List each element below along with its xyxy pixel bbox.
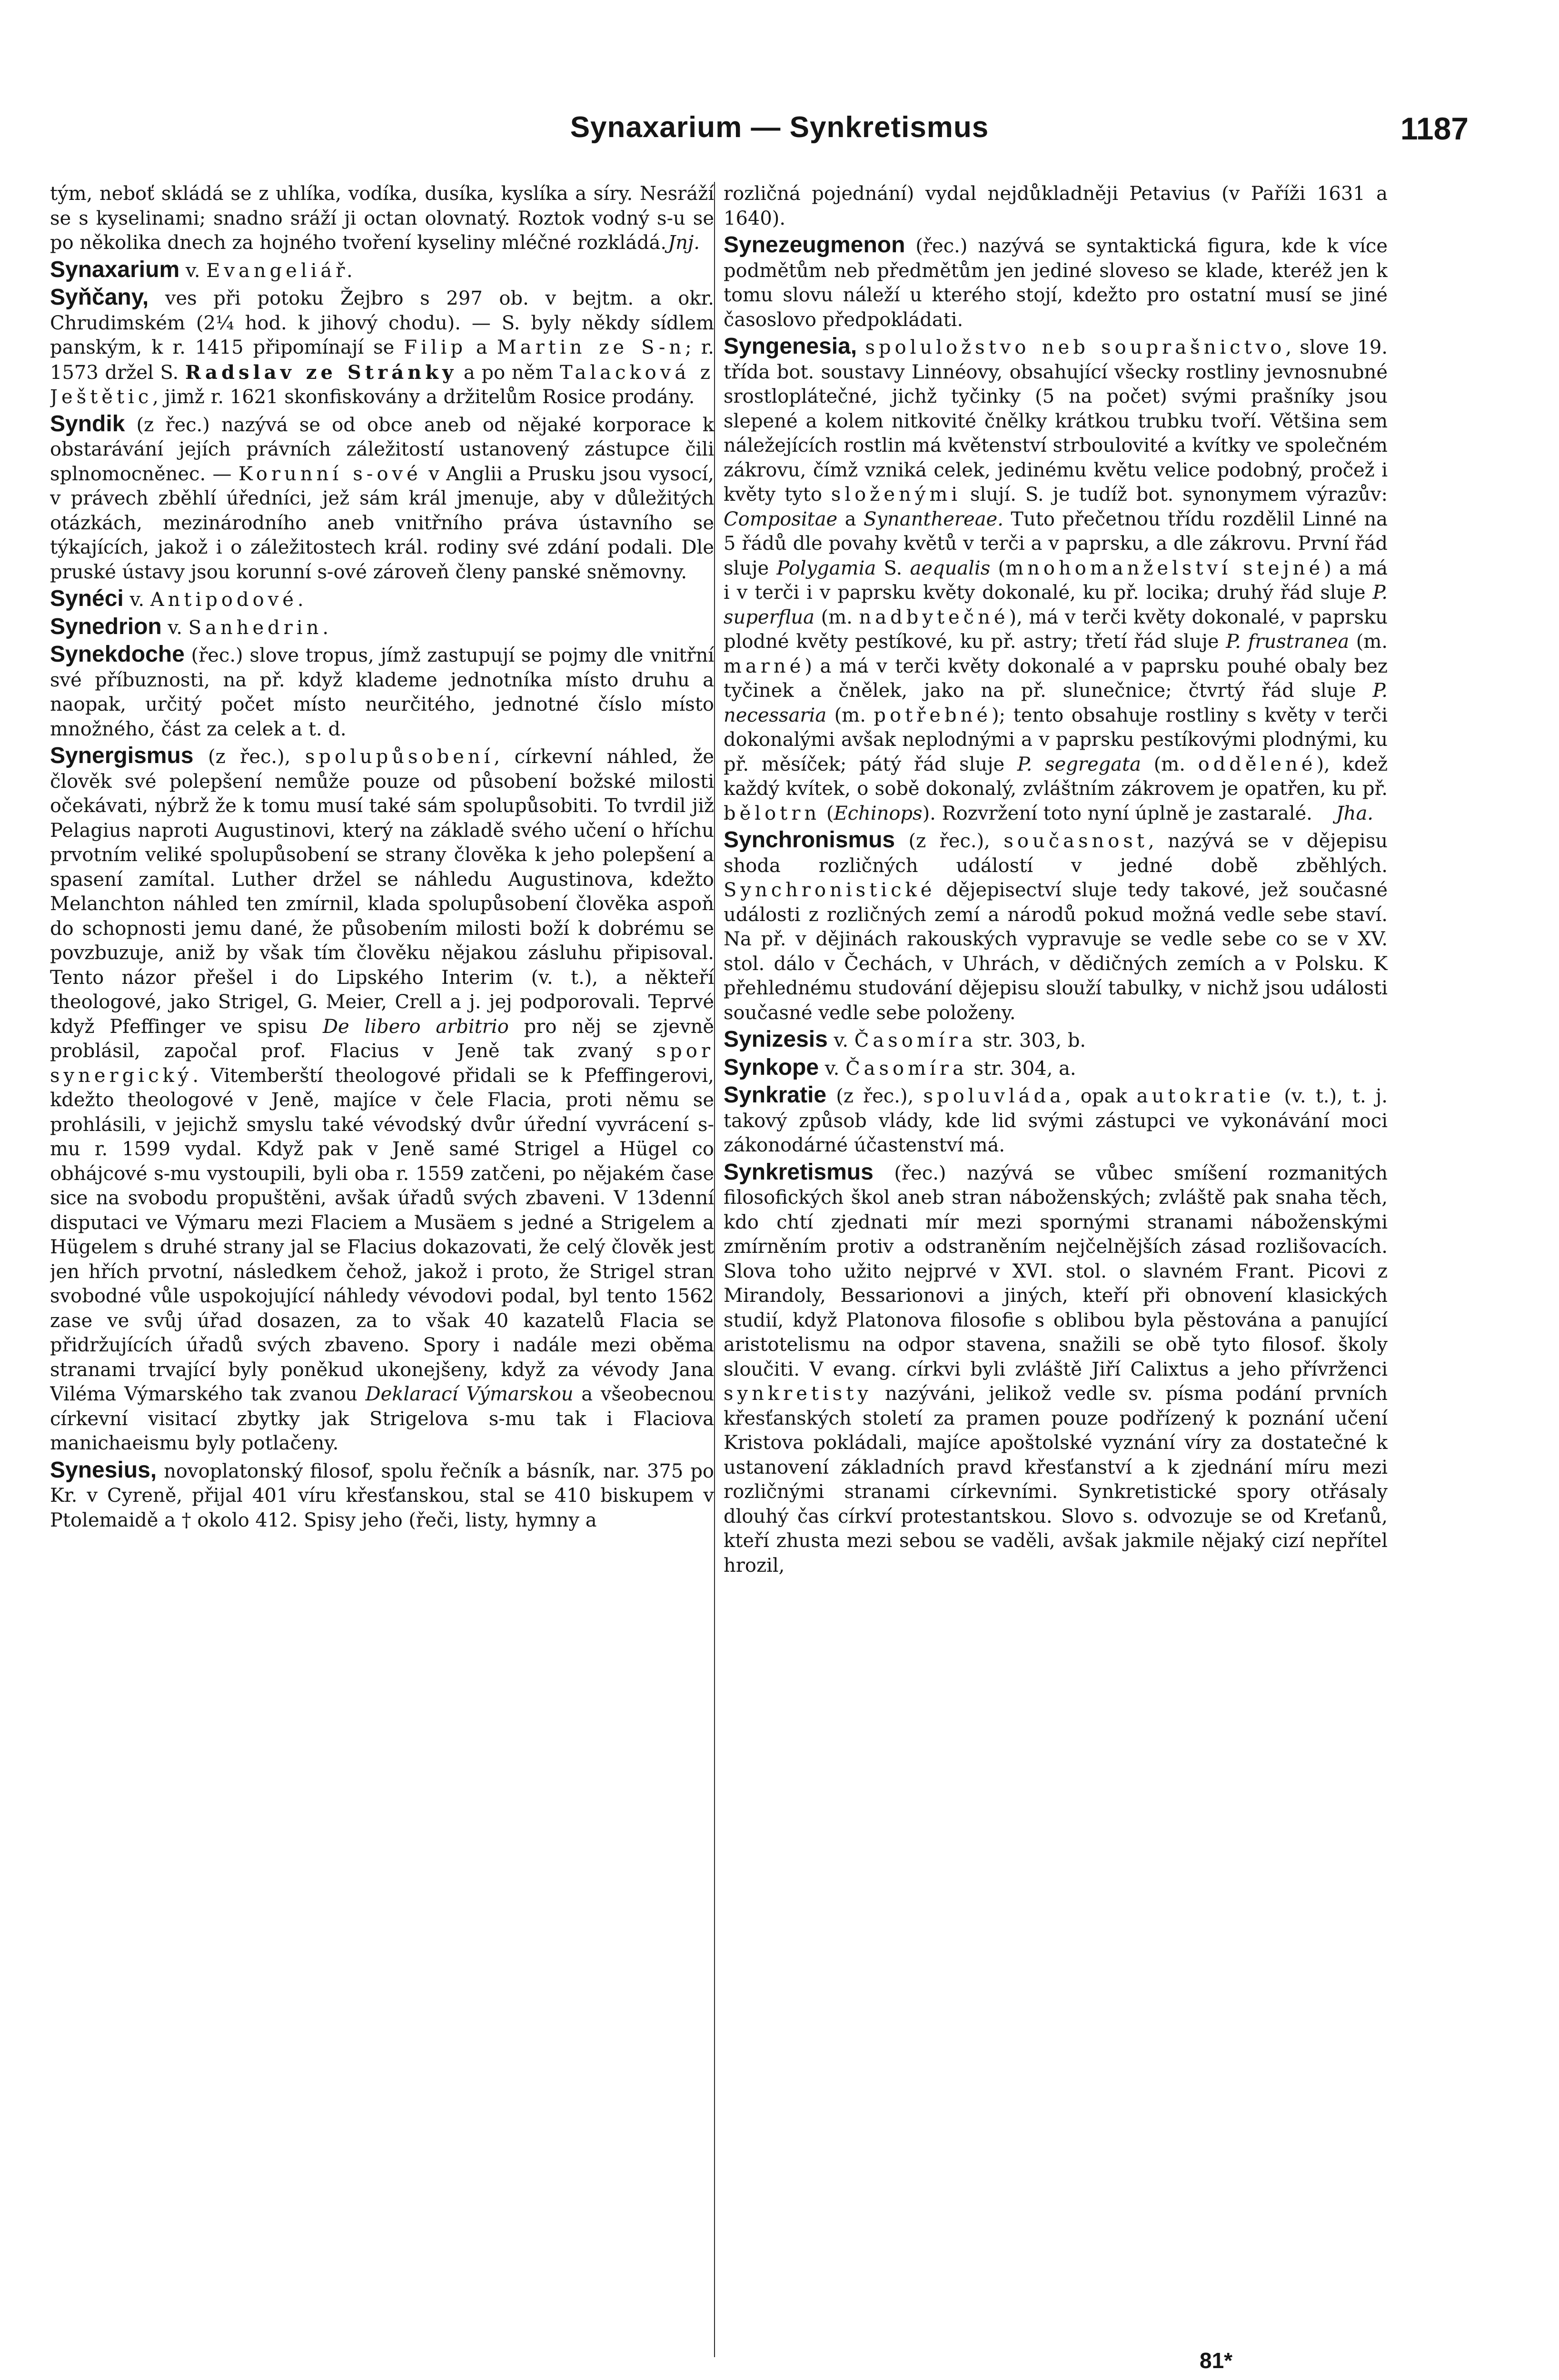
entry-text: , církevní náhled, že člověk své polepšení nemůže pouze od působení božské milosti očekávati, nýbrž že k tomu musí také sám spolupůsobiti. To tvrdil již Pelagius naproti Augustinovi, který na základě svého učení o hříchu prvotním veliké spolupůsobení se strany člověka k jeho polepšení a spasení zamítal. Luther držel se náhledu Augustinova, kdežto Melanchton náhled ten zmírnil, klada spolupůsobení člověka aspoň do schopnosti jemu dané, že působením milosti boží k dobrému se povzbuzuje, aniž by však tím člověku nějakou zásluhu připisoval. Tento názor přešel i do Lipského Interim (v. t.), a někteří theologové, jako Strigel, G. Meier, Crell a j. jej podporovali. Teprvé když Pfeffinger ve spisu [50, 746, 714, 1038]
spaced-term: Martin ze S-n [496, 337, 685, 358]
headword: Synizesis [724, 1027, 828, 1052]
entry-text: ), má v terči květy dokonalé, v paprsku plodné květy pestíkové, ku př. astry; třetí řád sluje [724, 606, 1388, 653]
entry-text: a [837, 508, 864, 530]
italic-term: Synanthereae. [864, 508, 1003, 530]
entry-text: (z řec.) nazývá se od obce aneb od nějaké korporace k obstarávání jejích právních záležitostí ustanovený zástupce čili splnomocněnec. — [50, 414, 714, 485]
headword: Syňčany, [50, 285, 149, 310]
entry-syneci [50, 586, 714, 613]
entry-text: (řec.) nazývá se syntaktická figura, kde k více podmětům neb předmětům jen jediné sloveso se klade, kteréž jen k tomu slovu náleží u kterého stojí, kdežto pro ostatní musí se jiné časoslovo předpokládati. [724, 235, 1388, 331]
entry-continuation [724, 182, 1388, 231]
entry-text: a po něm [457, 361, 560, 384]
entry-text: (m. [814, 606, 859, 628]
entry-text: v Anglii a Prusku jsou vysocí, v právech zběhlí úředníci, jež sám král jmenuje, aby v důležitých otázkách, mezinárodního aneb vnitřního práva ústavního se týkajících, jakož i o záležitostech král. rodiny své zdání podali. Dle pruské ústavy jsou korunní s-ové zároveň členy panské sněmovny. [50, 463, 714, 583]
entry-text: Tuto přečetnou třídu rozdělil Linné na 5 řádů dle povahy květů v terči a v paprsku, a dle zákrovu. První řád sluje [724, 508, 1388, 579]
entry-text: (v. t.), t. j. takový způsob vlády, kde lid svými zástupci ve vykonávání moci zákonodárné účastenství má. [724, 1085, 1388, 1156]
entry-text: ), kdež každý kvítek, o sobě dokonalý, zvláštním zákrovem je opatřen, ku př. [724, 753, 1388, 800]
italic-term: Echinops [834, 802, 923, 824]
entry-text: ); tento obsahuje rostliny s květy v terči dokonalými avšak neplodnými a v paprsku pestíkovými plodnými, ku př. měsíček; pátý řád sluje [724, 704, 1388, 775]
spaced-term: složenými [831, 484, 962, 506]
headword: Syndik [50, 411, 125, 436]
entry-synizesis [724, 1027, 1388, 1053]
italic-title: De libero arbitrio [322, 1015, 509, 1038]
headword: Synkope [724, 1054, 819, 1080]
author-signature: Jha. [1336, 802, 1373, 824]
entry-synkratie [724, 1083, 1388, 1158]
entry-text: , nazývá se v dějepisu shoda rozličných událostí v jedné době zběhlých. [724, 830, 1388, 877]
entry-continuation [50, 182, 714, 256]
entry-text: slují. S. je tudíž bot. synonymem výrazův: [961, 484, 1388, 506]
entry-text: (m. [1141, 753, 1198, 775]
headword: Synergismus [50, 743, 194, 768]
spaced-term: nadbytečné [859, 606, 1009, 628]
entry-text: (řec.) nazývá se vůbec smíšení rozmanitých filosofických škol aneb stran náboženských; zvláště pak snaha těch, kdo chtí zjednati mír mezi spornými stranami náboženskými zmírněním protiv a odstraněním nejčelnějších zásad rozlišovacích. Slova toho užito nejprvé v XVI. stol. o slavném Frant. Picovi z Mirandoly, Bessarionovi a jiných, kteří při obnovení klasických studií, když Platonova filosofie s oblibou byla pěstována a panující aristotelismu na odpor stavena, snažili se obě tyto filosof. školy sloučiti. V evang. církvi byli zvláště Jiří Calixtus a jeho přívrženci [724, 1162, 1388, 1380]
spaced-term: spoluložstvo neb souprašnictvo [865, 337, 1286, 358]
entry-text: ves při potoku Žejbro s 297 ob. v bejtm. a okr. Chrudimském (2¼ hod. k jihový chodu). — S. byly někdy sídlem panským, k r. 1415 připomínají se [50, 288, 714, 358]
spaced-term: Talacková z Ještětic [50, 361, 714, 408]
italic-term: P. superflua [724, 582, 1388, 628]
entry-text: a všeobecnou církevní visitací zbytky jak Strigelova s-mu tak i Flaciova manichaeismu byly potlačeny. [50, 1383, 714, 1454]
entry-text: (m. [1349, 631, 1388, 653]
cross-reference: Antipodové. [150, 589, 308, 611]
spaced-term: Synchronistické [724, 879, 936, 901]
spaced-term: synkretisty [724, 1383, 872, 1405]
headword: Synekdoche [50, 642, 185, 667]
entry-text: ( [990, 557, 1006, 579]
spaced-term: potřebné [874, 704, 992, 726]
entry-text: v. [123, 589, 150, 611]
cross-reference: Evangeliář. [206, 259, 357, 282]
headword: Synedrion [50, 614, 162, 639]
entry-text: S. [876, 557, 910, 579]
entry-text: (z řec.), [826, 1085, 923, 1107]
entry-text: dějepisectví sluje tedy takové, jež současné události z rozličných zemí a národů pokud možná vedle sebe staví. Na př. v dějinách rakouských vypravuje se vedle sebe co se v XV. stol. dálo v Čechách, v Uhrách, v dědičných zemích a v Polsku. K přehlednému studování dějepisu slouží tabulky, v nichž jsou události současné vedle sebe položeny. [724, 879, 1388, 1024]
entry-synekdoche [50, 642, 714, 742]
entry-text: ( [820, 802, 834, 824]
entry-text: . Vitemberští theologové přidali se k Pfeffingerovi, kdežto theologové v Jeně, majíce v čele Flacia, proti němu se prohlásili, v jejichž smyslu také vévodský dvůr úřední vyvrácení s-mu r. 1599 vydal. Když pak v Jeně samé Strigel a Hügel co obhájcové s-mu vystoupili, byli oba r. 1559 zatčeni, po nějakém čase sice na svobodu propuštěni, avšak úřadů svých zbaveni. V 13denní disputaci ve Výmaru mezi Flaciem a Musäem s jedné a Strigelem a Hügelem s druhé strany jal se Flacius dokazovati, že celý člověk jest jen hřích prvotní, následkem čehož, jakož i proto, že Strigel stran svobodné vůle uspokojující náhledy vévodovi podal, byl tento 1562 zase ve svůj úřad dosazen, za to však 40 kazatelů Flacia se přidržujících úřadů svých zbaveno. Spory i nadále mezi oběma stranami trvající byly poněkud ukonejšeny, když za vévody Jana Viléma Výmarského tak zvanou [50, 1064, 714, 1405]
spaced-term: mnohomanželství stejné [1005, 557, 1324, 579]
spaced-term: spoluvláda [923, 1085, 1065, 1107]
cross-reference: Sanhedrin. [188, 616, 333, 639]
entry-syndik [50, 412, 714, 585]
headword: Synaxarium [50, 257, 180, 282]
spaced-term: Filip [404, 337, 467, 358]
entry-text: v. [827, 1030, 854, 1051]
entry-text: (z řec.), [193, 746, 305, 768]
entry-syncany [50, 285, 714, 410]
spaced-term: současnost [1003, 830, 1148, 852]
entry-text: , slove 19. třída bot. soustavy Linnéovy, obsahující všecky rostliny jevnosnubné srostloplátečné, jichž tyčinky (5 na počet) svými prašníky jsou slepené a kolem nitkovité čnělky krátkou trubku tvoří. Většina sem náležejících rostlin má květenství strboulovité a kvítky ve společném zákrovu, čímž vzniká celek, jedinému květu velice podobný, pročež i květy tyto [724, 337, 1388, 506]
page-number: 1187 [1400, 111, 1469, 146]
entry-text: , jimž r. 1621 skonfiskovány a držitelům Rosice prodány. [152, 386, 695, 408]
spaced-term: spolupůsobení [305, 746, 494, 768]
right-column [724, 182, 1388, 2371]
entry-text: a [467, 337, 497, 358]
entry-text: (z řec.), [895, 830, 1004, 852]
cross-reference: Časomíra [854, 1030, 977, 1051]
entry-text: (řec.) slove tropus, jímž zastupují se pojmy dle vnitřní své příbuznosti, na př. když klademe jednotníka místo druhu a naopak, určitý počet místo neurčitého, jednotné číslo místo množného, část za celek a t. d. [50, 645, 714, 740]
entry-synkope [724, 1055, 1388, 1081]
entry-text: rozličná pojednání) vydal nejdůkladněji Petavius (v Paříži 1631 a 1640). [724, 183, 1388, 229]
headword: Synkratie [724, 1082, 827, 1108]
cross-reference: Časomíra [845, 1057, 968, 1080]
author-signature: Jnj. [668, 232, 700, 254]
italic-term: Compositae [724, 508, 838, 530]
italic-term: aequalis [910, 557, 991, 579]
entry-text: str. 303, b. [976, 1030, 1086, 1051]
entry-text: ). Rozvržení toto nyní úplně je zastaralé. [922, 802, 1312, 824]
spaced-term: spor synergický [50, 1040, 714, 1087]
entry-synkretismus [724, 1160, 1388, 1578]
entry-text: ) a má v terči květy dokonalé a v paprsku pouhé obaly bez tyčinek a čnělek, jako na př. slunečnice; čtvrtý řád sluje [724, 655, 1388, 702]
entry-text: (m. [826, 704, 874, 726]
entry-text: novoplatonský filosof, spolu řečník a básník, nar. 375 po Kr. v Cyreně, přijal 401 víru křesťanskou, stal se 410 biskupem v Ptolemaidě a † okolo 412. Spisy jeho (řeči, listy, hymny a [50, 1460, 714, 1531]
entry-text: ) a má i v terči i v paprsku květy dokonalé, ku př. locika; druhý řád sluje [724, 557, 1388, 604]
entry-text: str. 304, a. [967, 1057, 1076, 1080]
spaced-term: marné [724, 655, 805, 677]
headword: Synesius, [50, 1457, 157, 1483]
headword: Synkretismus [724, 1159, 874, 1185]
entry-synergismus [50, 744, 714, 1456]
spaced-term: Radslav ze Stránky [185, 361, 457, 384]
column-divider [714, 182, 715, 2357]
entry-synaxarium [50, 258, 714, 284]
spaced-term: oddělené [1198, 753, 1317, 775]
spaced-term: Korunní s-ové [238, 463, 422, 485]
entry-text: pro něj se zjevně problásil, započal prof. Flacius v Jeně tak zvaný [50, 1015, 714, 1062]
headword: Synéci [50, 586, 124, 611]
entry-synezeugmenon [724, 233, 1388, 332]
headword: Synchronismus [724, 827, 895, 853]
page-header-title: Synaxarium — Synkretismus [570, 111, 989, 144]
spaced-term: bělotrn [724, 802, 821, 824]
signature-mark: 81* [1200, 2348, 1233, 2373]
left-column [50, 182, 714, 2371]
entry-synesius [50, 1458, 714, 1533]
entry-text: nazýváni, jelikož vedle sv. písma podání prvních křesťanských století za pramen pouze podřízený k poznání učení Kristova pokládali, majíce apoštolské vyznání víry za dostatečné k ustanovení základních pravd křesťanství a k zjednání míru mezi rozličnými stranami církevními. Synkretistické spory otřásaly dlouhý čas církví protestantskou. Slovo s. odvozuje se od Kreťanů, kteří zhusta mezi sebou se vaděli, avšak jakmile nějaký cizí nepřítel hrozil, [724, 1383, 1388, 1577]
italic-term: P. frustranea [1226, 631, 1350, 653]
headword: Syngenesia, [724, 334, 857, 359]
entry-text: v. [161, 616, 189, 639]
entry-text: , opak [1064, 1085, 1137, 1107]
spaced-term: autokratie [1136, 1085, 1275, 1107]
italic-term: P. segregata [1017, 753, 1142, 775]
entry-text: v. [179, 259, 207, 282]
entry-syngenesia [724, 334, 1388, 826]
entry-text: ; r. 1573 držel S. [50, 337, 714, 384]
entry-text: v. [819, 1057, 846, 1080]
italic-term: Polygamia [776, 557, 876, 579]
entry-text: tým, neboť skládá se z uhlíka, vodíka, dusíka, kyslíka a síry. Nesráží se s kyselinami; snadno sráží ji octan olovnatý. Roztok vodný s-u se po několika dnech za hojného tvoření kyseliny mléčné rozkládá. [50, 183, 714, 254]
headword: Synezeugmenon [724, 232, 905, 258]
entry-synedrion [50, 615, 714, 641]
entry-synchronismus [724, 828, 1388, 1025]
italic-term: P. necessaria [724, 680, 1388, 726]
italic-title: Deklarací Výmarskou [365, 1383, 574, 1405]
